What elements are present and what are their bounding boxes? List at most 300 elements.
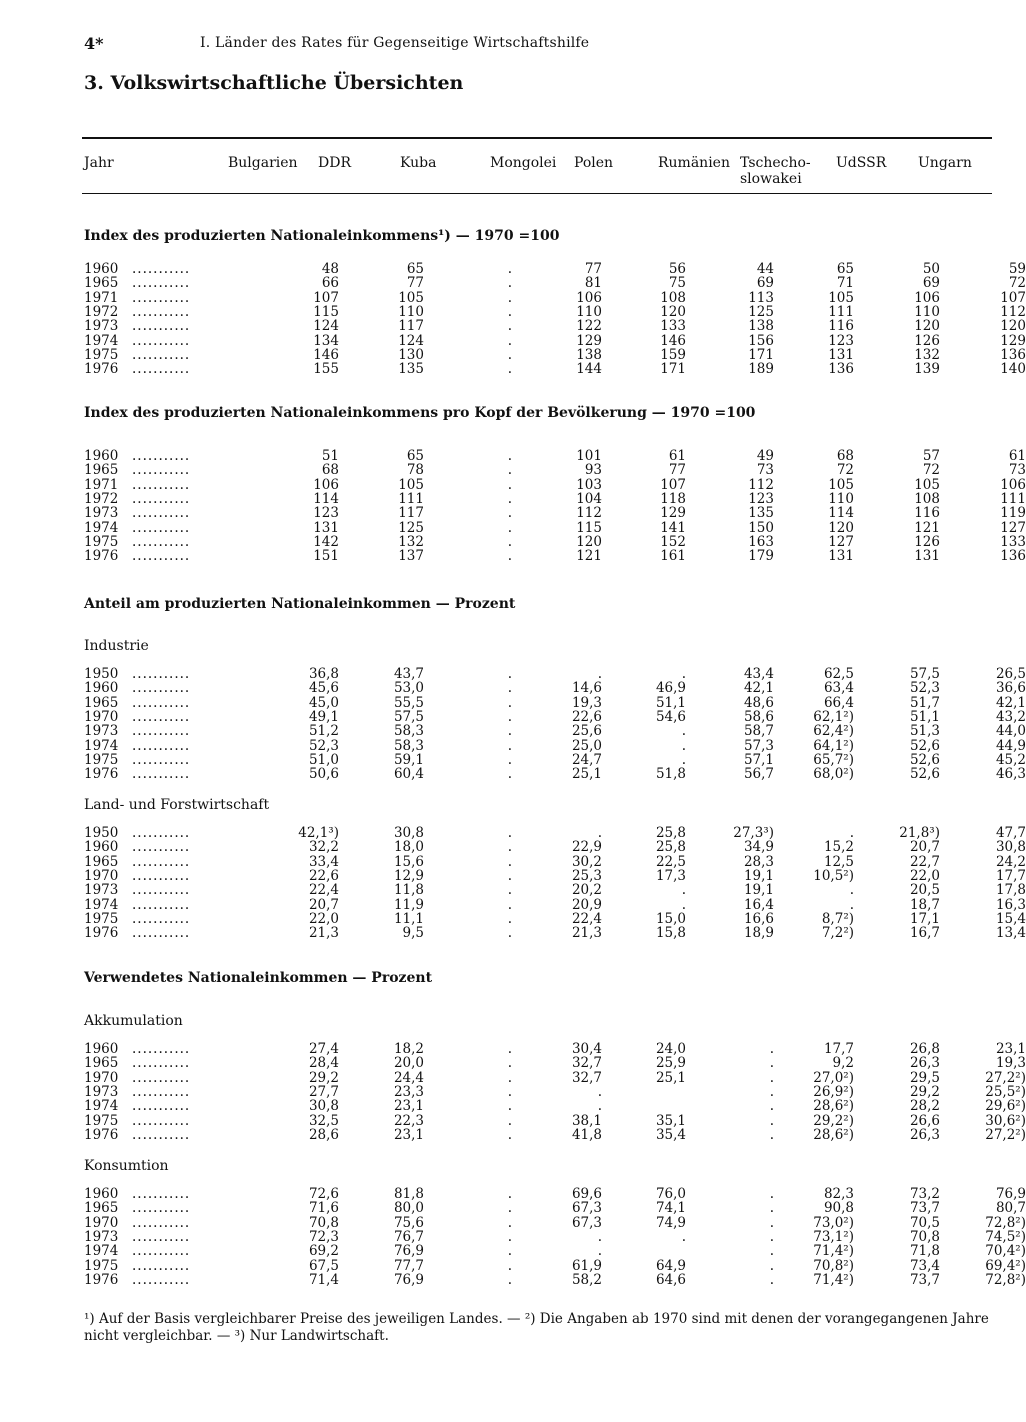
table-cell: 24,7	[571, 751, 602, 768]
table-cell: 159	[660, 346, 686, 363]
table-cell: 146	[660, 332, 686, 349]
row-year: 1965	[84, 1200, 119, 1217]
leader-dots: ...........	[132, 1126, 191, 1143]
table-cell: 120	[1000, 318, 1026, 335]
table-cell: 133	[1000, 533, 1026, 550]
table-cell: .	[507, 548, 512, 565]
leader-dots: ...........	[132, 1228, 191, 1245]
leader-dots: ...........	[132, 925, 191, 942]
row-year: 1965	[84, 462, 119, 479]
table-cell: .	[769, 1112, 774, 1129]
table-cell: 131	[313, 519, 339, 536]
table-cell: 77,7	[393, 1257, 424, 1274]
table-cell: .	[507, 303, 512, 320]
table-cell: 124	[398, 332, 424, 349]
table-cell: .	[507, 1271, 512, 1288]
table-row	[84, 332, 1026, 349]
table-cell: 67,5	[308, 1257, 339, 1274]
section-title: Index des produzierten Nationaleinkommens¹) — 1970 =100	[84, 228, 560, 244]
table-cell: 71,4²)	[813, 1271, 854, 1288]
col-tschechoslowakei	[740, 155, 811, 187]
leader-dots: ...........	[132, 1041, 191, 1057]
table-cell: .	[769, 1257, 774, 1274]
table-row	[84, 1214, 1026, 1231]
table-cell: 58,7	[743, 723, 774, 740]
table-cell: 110	[398, 303, 424, 320]
page-title: 3. Volkswirtschaftliche Übersichten	[84, 72, 464, 94]
row-year: 1974	[84, 1243, 119, 1260]
table-cell: 111	[398, 490, 424, 507]
table-row	[84, 448, 1026, 464]
leader-dots: ...........	[132, 708, 191, 725]
table-row	[84, 882, 1026, 899]
table-cell: 112	[1000, 303, 1026, 320]
table-cell: 69,6	[571, 1186, 602, 1202]
table-row	[84, 867, 1026, 884]
table-cell: 73,7	[909, 1200, 940, 1217]
table-cell: .	[769, 1200, 774, 1217]
table-cell: 126	[914, 533, 940, 550]
table-cell: 130	[398, 346, 424, 363]
table-cell: 13,4	[995, 925, 1026, 942]
table-cell: .	[507, 1083, 512, 1100]
row-year: 1960	[84, 680, 119, 697]
table-row	[84, 490, 1026, 507]
table-cell: 137	[398, 548, 424, 565]
table-cell: 93	[584, 462, 602, 479]
row-year: 1973	[84, 1228, 119, 1245]
table-cell: 23,1	[393, 1098, 424, 1115]
table-cell: 123	[828, 332, 854, 349]
table-cell: 15,0	[655, 910, 686, 927]
table-cell: 112	[748, 476, 774, 493]
table-top-rule	[82, 137, 992, 139]
leader-dots: ...........	[132, 448, 191, 464]
table-cell: 32,2	[308, 839, 339, 856]
row-year: 1970	[84, 1069, 119, 1086]
leader-dots: ...........	[132, 361, 191, 378]
table-cell: 51,1	[655, 694, 686, 711]
table-cell: .	[681, 1228, 686, 1245]
table-cell: .	[597, 1243, 602, 1260]
table-cell: 32,5	[308, 1112, 339, 1129]
table-cell: 54,6	[655, 708, 686, 725]
table-cell: 7,2²)	[821, 925, 854, 942]
table-cell: .	[507, 694, 512, 711]
table-cell: 26,9²)	[813, 1083, 854, 1100]
table-cell: 171	[748, 346, 774, 363]
table-cell: 41,8	[571, 1126, 602, 1143]
table-cell: 20,2	[571, 882, 602, 899]
table-cell: 141	[660, 519, 686, 536]
table-cell: 10,5²)	[813, 867, 854, 884]
table-cell: 57,1	[743, 751, 774, 768]
table-cell: .	[507, 275, 512, 292]
row-year: 1973	[84, 723, 119, 740]
table-cell: 15,8	[655, 925, 686, 942]
row-year: 1974	[84, 737, 119, 754]
table-cell: 25,8	[655, 825, 686, 841]
table-cell: 28,3	[743, 853, 774, 870]
leader-dots: ...........	[132, 853, 191, 870]
table-cell: 22,6	[571, 708, 602, 725]
table-cell: 101	[576, 448, 602, 464]
table-cell: 62,1²)	[813, 708, 854, 725]
table-cell: .	[507, 839, 512, 856]
table-cell: .	[507, 723, 512, 740]
table-cell: 105	[398, 476, 424, 493]
row-year: 1975	[84, 1112, 119, 1129]
group-subtitle: Land- und Forstwirtschaft	[84, 797, 270, 813]
table-cell: .	[507, 1098, 512, 1115]
table-cell: 121	[576, 548, 602, 565]
table-cell: 27,7	[308, 1083, 339, 1100]
table-row	[84, 533, 1026, 550]
table-cell: .	[769, 1243, 774, 1260]
leader-dots: ...........	[132, 1186, 191, 1202]
table-cell: .	[507, 766, 512, 783]
leader-dots: ...........	[132, 882, 191, 899]
row-year: 1975	[84, 910, 119, 927]
col-tschechoslowakei-line1: Tschecho-	[740, 155, 811, 171]
table-cell: .	[507, 1069, 512, 1086]
footnote: ¹) Auf der Basis vergleichbarer Preise des jeweiligen Landes. — ²) Die Angaben ab 1970 sind mit denen der vorangegangenen Jahre nicht vergleichbar. — ³) Nur Landwirtschaft.	[84, 1311, 989, 1344]
table-cell: 49,1	[308, 708, 339, 725]
section-title: Verwendetes Nationaleinkommen — Prozent	[84, 970, 433, 986]
table-cell: 65	[406, 261, 424, 277]
leader-dots: ...........	[132, 519, 191, 536]
table-cell: 124	[313, 318, 339, 335]
row-year: 1974	[84, 332, 119, 349]
table-cell: 58,3	[393, 723, 424, 740]
table-cell: 57,3	[743, 737, 774, 754]
table-cell: 110	[828, 490, 854, 507]
table-cell: 29,2	[909, 1083, 940, 1100]
table-cell: 43,4	[743, 666, 774, 682]
col-jahr: Jahr	[84, 155, 114, 171]
table-cell: .	[769, 1083, 774, 1100]
table-cell: 28,4	[308, 1055, 339, 1072]
table-cell: .	[507, 925, 512, 942]
leader-dots: ...........	[132, 723, 191, 740]
table-cell: 70,4²)	[985, 1243, 1026, 1260]
table-row	[84, 766, 1026, 783]
table-cell: 132	[914, 346, 940, 363]
table-cell: 120	[660, 303, 686, 320]
table-cell: 111	[1000, 490, 1026, 507]
table-cell: 139	[914, 361, 940, 378]
table-cell: 136	[828, 361, 854, 378]
table-cell: 38,1	[571, 1112, 602, 1129]
table-row	[84, 318, 1026, 335]
table-row	[84, 853, 1026, 870]
table-row	[84, 346, 1026, 363]
table-cell: 23,1	[393, 1126, 424, 1143]
table-cell: 156	[748, 332, 774, 349]
table-cell: 44,9	[995, 737, 1026, 754]
table-cell: 171	[660, 361, 686, 378]
table-cell: 120	[914, 318, 940, 335]
table-cell: .	[507, 1055, 512, 1072]
table-cell: 71,4²)	[813, 1243, 854, 1260]
table-cell: 103	[576, 476, 602, 493]
table-cell: .	[507, 910, 512, 927]
table-cell: .	[507, 896, 512, 913]
table-cell: .	[769, 1098, 774, 1115]
table-cell: 135	[398, 361, 424, 378]
leader-dots: ...........	[132, 303, 191, 320]
table-cell: 27,0²)	[813, 1069, 854, 1086]
table-cell: 129	[1000, 332, 1026, 349]
table-cell: 120	[828, 519, 854, 536]
table-cell: 67,3	[571, 1200, 602, 1217]
table-cell: 18,7	[909, 896, 940, 913]
table-cell: 30,2	[571, 853, 602, 870]
table-cell: 151	[313, 548, 339, 565]
leader-dots: ...........	[132, 751, 191, 768]
table-cell: 64,1²)	[813, 737, 854, 754]
table-cell: 26,3	[909, 1055, 940, 1072]
section-title: Anteil am produzierten Nationaleinkommen — Prozent	[84, 596, 516, 612]
table-cell: 57,5	[393, 708, 424, 725]
table-cell: 105	[828, 476, 854, 493]
table-cell: 78	[406, 462, 424, 479]
table-row	[84, 751, 1026, 768]
table-cell: 35,4	[655, 1126, 686, 1143]
table-cell: 117	[398, 318, 424, 335]
table-cell: 73,4	[909, 1257, 940, 1274]
leader-dots: ...........	[132, 476, 191, 493]
table-cell: 8,7²)	[821, 910, 854, 927]
leader-dots: ...........	[132, 275, 191, 292]
table-cell: 22,3	[393, 1112, 424, 1129]
col-ungarn: Ungarn	[918, 155, 972, 171]
table-cell: 116	[914, 505, 940, 522]
table-cell: 161	[660, 548, 686, 565]
table-cell: 80,0	[393, 1200, 424, 1217]
table-cell: 60,4	[393, 766, 424, 783]
leader-dots: ...........	[132, 318, 191, 335]
table-cell: .	[507, 708, 512, 725]
table-cell: .	[507, 1243, 512, 1260]
table-row	[84, 694, 1026, 711]
table-cell: 17,8	[995, 882, 1026, 899]
table-cell: 134	[313, 332, 339, 349]
table-cell: 72,6	[308, 1186, 339, 1202]
table-row	[84, 361, 1026, 378]
table-cell: 115	[313, 303, 339, 320]
table-cell: 80,7	[995, 1200, 1026, 1217]
row-year: 1976	[84, 925, 119, 942]
leader-dots: ...........	[132, 533, 191, 550]
table-row	[84, 666, 1026, 682]
leader-dots: ...........	[132, 548, 191, 565]
table-row	[84, 1112, 1026, 1129]
table-cell: 73	[756, 462, 774, 479]
table-cell: 65	[406, 448, 424, 464]
table-cell: 82,3	[823, 1186, 854, 1202]
table-cell: 71,4	[308, 1271, 339, 1288]
table-cell: 28,6²)	[813, 1098, 854, 1115]
table-cell: 65	[836, 261, 854, 277]
table-cell: 72	[1008, 275, 1026, 292]
table-cell: 118	[660, 490, 686, 507]
table-cell: 116	[828, 318, 854, 335]
table-cell: .	[507, 1186, 512, 1202]
table-cell: 53,0	[393, 680, 424, 697]
table-cell: 73,7	[909, 1271, 940, 1288]
table-cell: 58,3	[393, 737, 424, 754]
leader-dots: ...........	[132, 910, 191, 927]
table-cell: 138	[748, 318, 774, 335]
table-row	[84, 1271, 1026, 1288]
table-cell: 133	[660, 318, 686, 335]
table-cell: 20,7	[308, 896, 339, 913]
table-cell: 107	[313, 289, 339, 306]
row-year: 1972	[84, 303, 119, 320]
table-cell: 19,1	[743, 867, 774, 884]
row-year: 1976	[84, 361, 119, 378]
group-subtitle: Akkumulation	[84, 1013, 183, 1029]
table-cell: 46,3	[995, 766, 1026, 783]
table-cell: 16,6	[743, 910, 774, 927]
table-cell: 189	[748, 361, 774, 378]
table-cell: .	[507, 825, 512, 841]
table-cell: 57,5	[909, 666, 940, 682]
leader-dots: ...........	[132, 1069, 191, 1086]
table-row	[84, 839, 1026, 856]
group-subtitle: Industrie	[84, 638, 149, 654]
row-year: 1960	[84, 1186, 119, 1202]
table-cell: .	[507, 751, 512, 768]
table-cell: 51	[321, 448, 339, 464]
table-cell: 12,9	[393, 867, 424, 884]
table-row	[84, 476, 1026, 493]
table-cell: .	[769, 1055, 774, 1072]
row-year: 1973	[84, 505, 119, 522]
table-cell: 107	[1000, 289, 1026, 306]
table-cell: 105	[914, 476, 940, 493]
table-cell: 42,1³)	[298, 825, 339, 841]
table-cell: 72,3	[308, 1228, 339, 1245]
row-year: 1973	[84, 882, 119, 899]
table-cell: 44	[756, 261, 774, 277]
table-cell: 76,7	[393, 1228, 424, 1245]
table-cell: 33,4	[308, 853, 339, 870]
leader-dots: ...........	[132, 766, 191, 783]
table-cell: 81	[584, 275, 602, 292]
table-cell: 131	[828, 548, 854, 565]
table-cell: 56	[668, 261, 686, 277]
table-cell: .	[681, 737, 686, 754]
table-cell: .	[769, 1214, 774, 1231]
leader-dots: ...........	[132, 289, 191, 306]
table-cell: 112	[576, 505, 602, 522]
table-cell: 104	[576, 490, 602, 507]
table-cell: 58,6	[743, 708, 774, 725]
row-year: 1970	[84, 867, 119, 884]
table-cell: 24,2	[995, 853, 1026, 870]
table-cell: .	[507, 666, 512, 682]
table-cell: 15,6	[393, 853, 424, 870]
table-row	[84, 910, 1026, 927]
table-cell: 11,9	[393, 896, 424, 913]
table-cell: .	[507, 867, 512, 884]
table-cell: .	[507, 490, 512, 507]
table-cell: .	[769, 1069, 774, 1086]
table-cell: 70,8	[909, 1228, 940, 1245]
table-cell: 122	[576, 318, 602, 335]
table-cell: .	[507, 361, 512, 378]
col-mongolei: Mongolei	[490, 155, 557, 171]
table-cell: 52,3	[909, 680, 940, 697]
table-row	[84, 680, 1026, 697]
table-cell: .	[769, 1228, 774, 1245]
leader-dots: ...........	[132, 680, 191, 697]
table-cell: .	[597, 1083, 602, 1100]
table-cell: 51,1	[909, 708, 940, 725]
col-polen: Polen	[574, 155, 614, 171]
table-cell: 61	[668, 448, 686, 464]
row-year: 1974	[84, 896, 119, 913]
table-cell: 30,8	[995, 839, 1026, 856]
table-cell: 121	[914, 519, 940, 536]
table-cell: 28,6²)	[813, 1126, 854, 1143]
table-cell: 127	[1000, 519, 1026, 536]
table-cell: 50,6	[308, 766, 339, 783]
table-cell: .	[597, 1098, 602, 1115]
table-cell: .	[507, 1041, 512, 1057]
table-cell: 15,2	[823, 839, 854, 856]
table-cell: 22,0	[909, 867, 940, 884]
leader-dots: ...........	[132, 1098, 191, 1115]
table-cell: 129	[576, 332, 602, 349]
leader-dots: ...........	[132, 1083, 191, 1100]
table-cell: 21,8³)	[899, 825, 940, 841]
table-cell: 74,9	[655, 1214, 686, 1231]
table-cell: 106	[1000, 476, 1026, 493]
table-cell: .	[507, 462, 512, 479]
table-cell: 64,6	[655, 1271, 686, 1288]
table-cell: 63,4	[823, 680, 854, 697]
table-cell: .	[507, 476, 512, 493]
table-header-rule	[82, 193, 992, 194]
table-cell: 76,0	[655, 1186, 686, 1202]
table-cell: 114	[828, 505, 854, 522]
table-cell: 36,6	[995, 680, 1026, 697]
table-cell: 70,8²)	[813, 1257, 854, 1274]
row-year: 1960	[84, 1041, 119, 1057]
table-row	[84, 289, 1026, 306]
col-udssr: UdSSR	[836, 155, 887, 171]
table-cell: 155	[313, 361, 339, 378]
table-cell: 61,9	[571, 1257, 602, 1274]
table-cell: 45,2	[995, 751, 1026, 768]
row-year: 1972	[84, 490, 119, 507]
table-cell: 32,7	[571, 1055, 602, 1072]
table-row	[84, 1069, 1026, 1086]
table-cell: 146	[313, 346, 339, 363]
table-cell: 52,3	[308, 737, 339, 754]
table-cell: 48,6	[743, 694, 774, 711]
table-cell: .	[507, 533, 512, 550]
table-row	[84, 303, 1026, 320]
table-cell: 20,7	[909, 839, 940, 856]
table-cell: 75	[668, 275, 686, 292]
table-cell: 125	[398, 519, 424, 536]
table-cell: 30,8	[308, 1098, 339, 1115]
table-cell: 69,2	[308, 1243, 339, 1260]
